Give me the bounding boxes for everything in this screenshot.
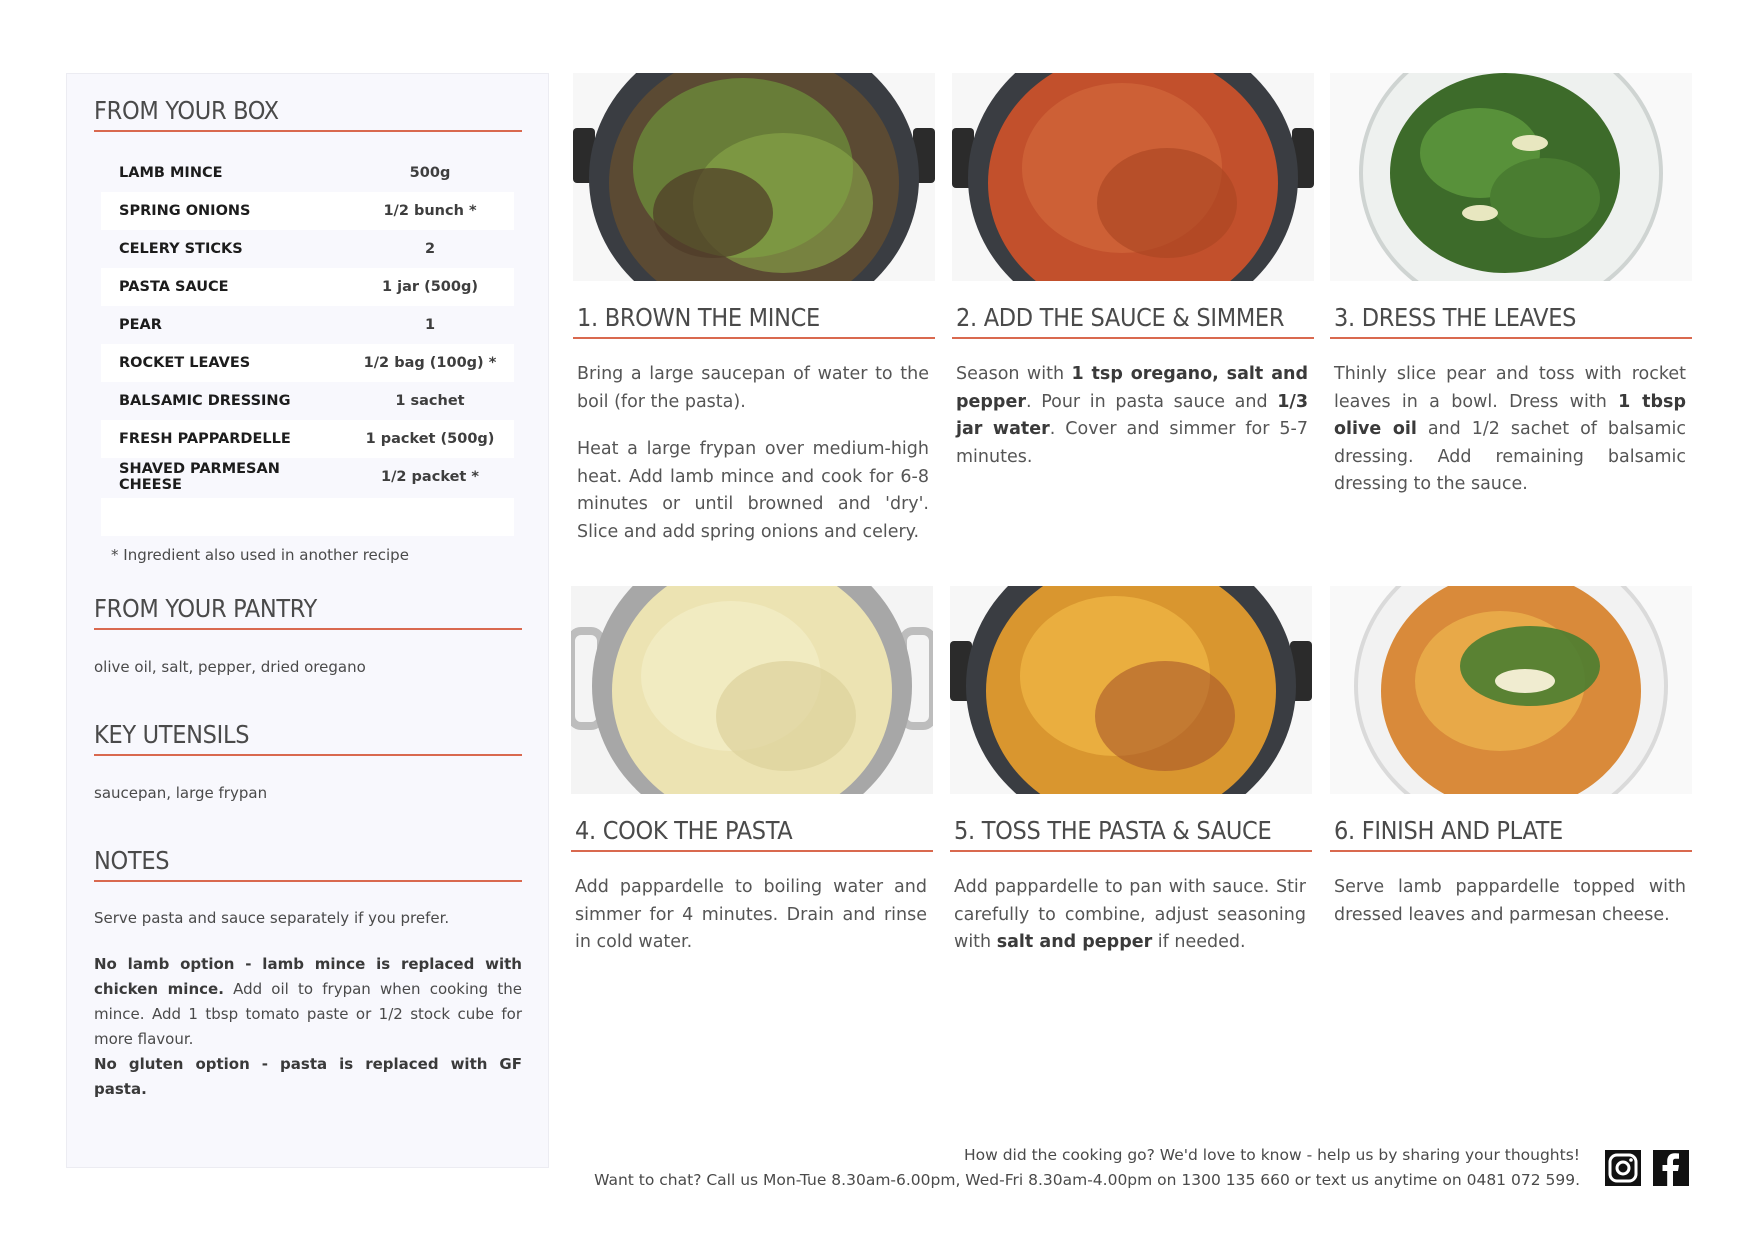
note-no-lamb-text: Add oil to frypan when cooking the mince. Add 1 tbsp tomato paste or 1/2 stock cube for more flavour. xyxy=(94,980,522,1048)
ingredient-qty: 1/2 bunch * xyxy=(383,203,477,219)
step-5-title: 5. TOSS THE PASTA & SAUCE xyxy=(950,816,1312,852)
ingredient-qty: 500g xyxy=(409,165,451,181)
ingredient-row xyxy=(101,458,514,496)
ingredient-row xyxy=(101,306,514,344)
step-2-bold-2: 1/3 jar water xyxy=(956,391,1308,439)
notes-title: NOTES xyxy=(94,846,522,882)
ingredient-name: CELERY STICKS xyxy=(119,241,243,257)
pantry-items: olive oil, salt, pepper, dried oregano xyxy=(94,658,366,676)
step-5-text xyxy=(954,874,1306,977)
ingredient-row xyxy=(101,344,514,382)
step-3-photo xyxy=(1330,73,1692,281)
ingredient-name: LAMB MINCE xyxy=(119,165,223,181)
ingredient-name: ROCKET LEAVES xyxy=(119,355,251,371)
step-2-title: 2. ADD THE SAUCE & SIMMER xyxy=(952,303,1314,339)
ingredient-name: PEAR xyxy=(119,317,162,333)
step-4-title: 4. COOK THE PASTA xyxy=(571,816,933,852)
step-2-text-1: Season with xyxy=(956,364,1072,384)
ingredient-qty: 1 packet (500g) xyxy=(365,431,495,447)
step-2-photo xyxy=(952,73,1314,281)
step-3-text-1: Thinly slice pear and toss with rocket leaves in a bowl. Dress with xyxy=(1334,364,1686,412)
step-1-text xyxy=(577,361,929,566)
ingredient-name: SPRING ONIONS xyxy=(119,203,251,219)
step-3-text-2: and 1/2 sachet of balsamic dressing. Add remaining balsamic dressing to the sauce. xyxy=(1334,419,1686,494)
step-4-para: Add pappardelle to boiling water and simmer for 4 minutes. Drain and rinse in cold water. xyxy=(575,877,927,952)
ingredient-qty: 1/2 packet * xyxy=(381,469,479,485)
step-5-text-2: if needed. xyxy=(1152,932,1246,952)
step-1-photo xyxy=(573,73,935,281)
ingredients-table xyxy=(101,154,514,536)
plated-dish-image xyxy=(1330,586,1692,794)
step-4-photo xyxy=(571,586,933,794)
step-6-para: Serve lamb pappardelle topped with dressed leaves and parmesan cheese. xyxy=(1334,877,1686,925)
note-serve-separately: Serve pasta and sauce separately if you prefer. xyxy=(94,909,450,927)
step-2-para xyxy=(956,361,1308,471)
ingredient-row xyxy=(101,420,514,458)
feedback-footer xyxy=(594,1143,1580,1193)
ingredients-sidebar xyxy=(66,73,549,1168)
ingredient-qty: 2 xyxy=(424,241,436,257)
ingredient-name: PASTA SAUCE xyxy=(119,279,229,295)
utensils-title: KEY UTENSILS xyxy=(94,720,522,756)
step-1-title: 1. BROWN THE MINCE xyxy=(573,303,935,339)
note-no-lamb xyxy=(94,952,522,1052)
ingredient-name: FRESH PAPPARDELLE xyxy=(119,431,291,447)
ingredient-footnote: * Ingredient also used in another recipe xyxy=(111,546,409,564)
ingredient-qty: 1/2 bag (100g) * xyxy=(363,355,497,371)
step-2-text xyxy=(956,361,1308,491)
step-2-text-2: . Pour in pasta sauce and xyxy=(1025,391,1278,412)
contact-line: Want to chat? Call us Mon-Tue 8.30am-6.00pm, Wed-Fri 8.30am-4.00pm on 1300 135 660 or text us anytime on 0481 072 599. xyxy=(594,1171,1580,1189)
step-1-para-2: Heat a large frypan over medium-high heat. Add lamb mince and cook for 6-8 minutes or until browned and 'dry'. Slice and add spring onions and celery. xyxy=(577,439,929,542)
ingredient-row xyxy=(101,230,514,268)
ingredient-row xyxy=(101,268,514,306)
step-3-bold-1: 1 tbsp olive oil xyxy=(1334,391,1686,439)
step-5-para xyxy=(954,874,1306,957)
note-no-lamb-bold: No lamb option - lamb mince is replaced with chicken mince. xyxy=(94,955,522,998)
step-6-photo xyxy=(1330,586,1692,794)
feedback-line: How did the cooking go? We'd love to know - help us by sharing your thoughts! xyxy=(963,1146,1580,1164)
note-no-gluten xyxy=(94,1052,522,1102)
pantry-title: FROM YOUR PANTRY xyxy=(94,594,522,630)
step-3-para xyxy=(1334,361,1686,499)
tossed-pasta-image xyxy=(950,586,1312,794)
step-5-photo xyxy=(950,586,1312,794)
ingredient-row xyxy=(101,154,514,192)
salad-bowl-image xyxy=(1330,73,1692,281)
step-1-para-1: Bring a large saucepan of water to the boil (for the pasta). xyxy=(577,364,929,412)
ingredient-name: SHAVED PARMESAN CHEESE xyxy=(119,461,280,493)
pasta-pot-image xyxy=(571,586,933,794)
step-6-title: 6. FINISH AND PLATE xyxy=(1330,816,1692,852)
mince-pan-image xyxy=(573,73,935,281)
ingredient-name: BALSAMIC DRESSING xyxy=(119,393,291,409)
step-5-bold-1: salt and pepper xyxy=(996,932,1153,952)
step-6-text xyxy=(1334,874,1686,949)
step-4-text xyxy=(575,874,927,977)
step-2-text-3: . Cover and simmer for 5-7 minutes. xyxy=(956,419,1308,467)
note-no-gluten-bold: No gluten option - pasta is replaced with GF pasta. xyxy=(94,1055,522,1098)
ingredient-row xyxy=(101,382,514,420)
facebook-icon[interactable] xyxy=(1653,1150,1689,1186)
ingredient-row xyxy=(101,192,514,230)
ingredient-qty: 1 sachet xyxy=(395,393,465,409)
step-3-title: 3. DRESS THE LEAVES xyxy=(1330,303,1692,339)
ingredient-qty: 1 xyxy=(424,317,436,333)
step-3-text xyxy=(1334,361,1686,519)
utensils-items: saucepan, large frypan xyxy=(94,784,268,802)
ingredient-row-empty xyxy=(101,498,514,536)
step-2-bold-1: 1 tsp oregano, salt and pepper xyxy=(956,364,1308,412)
step-5-text-1: Add pappardelle to pan with sauce. Stir carefully to combine, adjust seasoning with xyxy=(954,877,1306,952)
ingredient-qty: 1 jar (500g) xyxy=(382,279,478,295)
box-title: FROM YOUR BOX xyxy=(94,96,522,132)
instagram-icon[interactable] xyxy=(1605,1150,1641,1186)
sauce-pan-image xyxy=(952,73,1314,281)
